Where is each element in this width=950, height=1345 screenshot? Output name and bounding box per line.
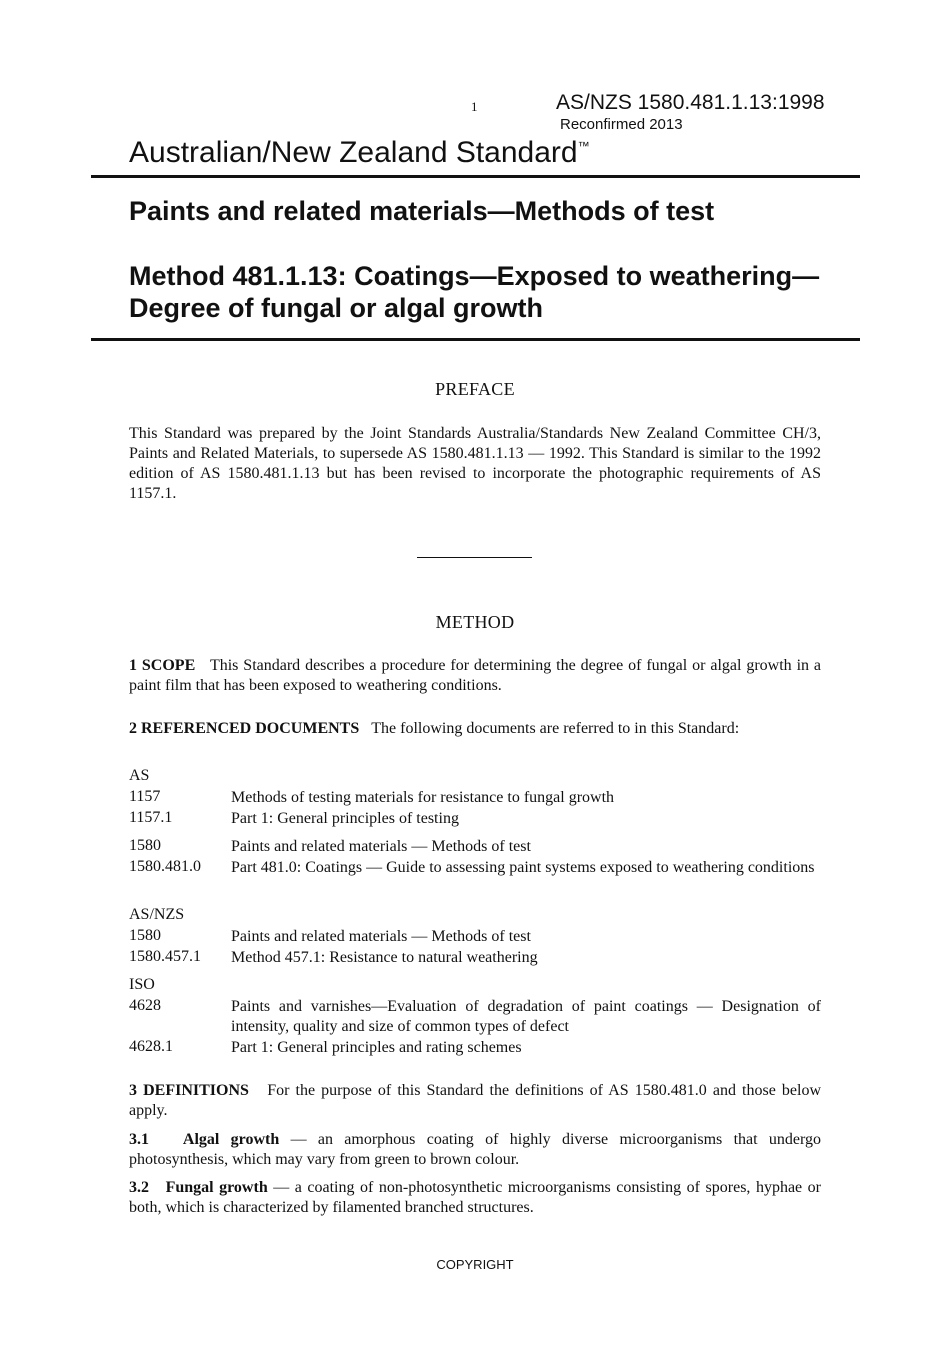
header-rule [91, 175, 860, 178]
definition-number: 3.2 [129, 1179, 149, 1196]
definitions-label: 3 DEFINITIONS [129, 1082, 249, 1099]
title-rule [91, 338, 860, 341]
ref-title: Methods of testing materials for resistance to fungal growth [231, 789, 615, 806]
ref-number: 1157 [129, 788, 161, 805]
reconfirmed-note: Reconfirmed 2013 [560, 116, 683, 133]
definition-number: 3.1 [129, 1131, 149, 1148]
standard-type-text: Australian/New Zealand Standard [129, 136, 578, 169]
ref-title: Paints and varnishes—Evaluation of degradation of paint coatings — Designation of intensity, quality and size of common types of defect [231, 998, 821, 1035]
preface-heading: PREFACE [435, 379, 515, 399]
ref-number: 1580.457.1 [129, 948, 201, 965]
scope-text: This Standard describes a procedure for determining the degree of fungal or algal growth in a paint film that has been exposed to weathering conditions. [129, 657, 822, 694]
ref-group-label-iso: ISO [129, 976, 155, 993]
ref-group-label-as: AS [129, 767, 150, 784]
ref-title: Paints and related materials — Methods of test [231, 838, 531, 855]
ref-title: Part 1: General principles of testing [231, 810, 459, 827]
definition-term: Algal growth [182, 1131, 280, 1148]
definitions-text: For the purpose of this Standard the definitions of AS 1580.481.0 and those below apply. [129, 1082, 822, 1119]
scope-label: 1 SCOPE [129, 657, 196, 674]
referenced-documents-clause [129, 719, 821, 739]
referenced-documents-label: 2 REFERENCED DOCUMENTS [129, 720, 360, 737]
preface-text: This Standard was prepared by the Joint Standards Australia/Standards New Zealand Committee CH/3, Paints and Related Materials, to supersede AS 1580.481.1.13 — 1992. This Standard is similar to the 1992 edition of AS 1580.481.1.13 but has been revised to incorporate the photographic requirements of AS 1157.1. [129, 425, 821, 502]
referenced-documents-text: The following documents are referred to in this Standard: [371, 720, 740, 737]
ref-number: 1157.1 [129, 809, 173, 826]
ref-number: 4628.1 [129, 1038, 173, 1055]
ref-title: Part 481.0: Coatings — Guide to assessing paint systems exposed to weathering conditions [231, 859, 815, 876]
main-title: Paints and related materials—Methods of test [129, 196, 715, 226]
definition-text: — an amorphous coating of highly diverse microorganisms that undergo photosynthesis, which may vary from green to brown colour. [129, 1131, 822, 1168]
definition-term: Fungal growth [165, 1179, 268, 1196]
standard-number: AS/NZS 1580.481.1.13:1998 [556, 91, 825, 114]
definition-text: — a coating of non-photosynthetic microorganisms consisting of spores, hyphae or both, which is characterized by filamented branched structures. [129, 1179, 822, 1216]
ref-title: Part 1: General principles and rating schemes [231, 1039, 522, 1056]
definition-item [129, 1130, 821, 1170]
ref-number: 1580.481.0 [129, 858, 201, 875]
copyright-footer: COPYRIGHT [436, 1257, 514, 1272]
page-number: 1 [471, 99, 478, 114]
method-heading: METHOD [435, 612, 515, 632]
section-divider [417, 557, 532, 558]
standard-type-heading [129, 136, 590, 170]
definitions-clause [129, 1081, 821, 1121]
ref-number: 1580 [129, 927, 161, 944]
trademark-symbol: ™ [577, 139, 590, 153]
scope-clause [129, 656, 821, 696]
ref-title: Method 457.1: Resistance to natural weathering [231, 949, 538, 966]
ref-number: 4628 [129, 997, 161, 1014]
ref-group-label-asnzs: AS/NZS [129, 906, 185, 923]
definition-item [129, 1178, 821, 1218]
ref-title: Paints and related materials — Methods of test [231, 928, 531, 945]
ref-number: 1580 [129, 837, 161, 854]
method-title: Method 481.1.13: Coatings—Exposed to weathering—Degree of fungal or algal growth [129, 261, 820, 323]
